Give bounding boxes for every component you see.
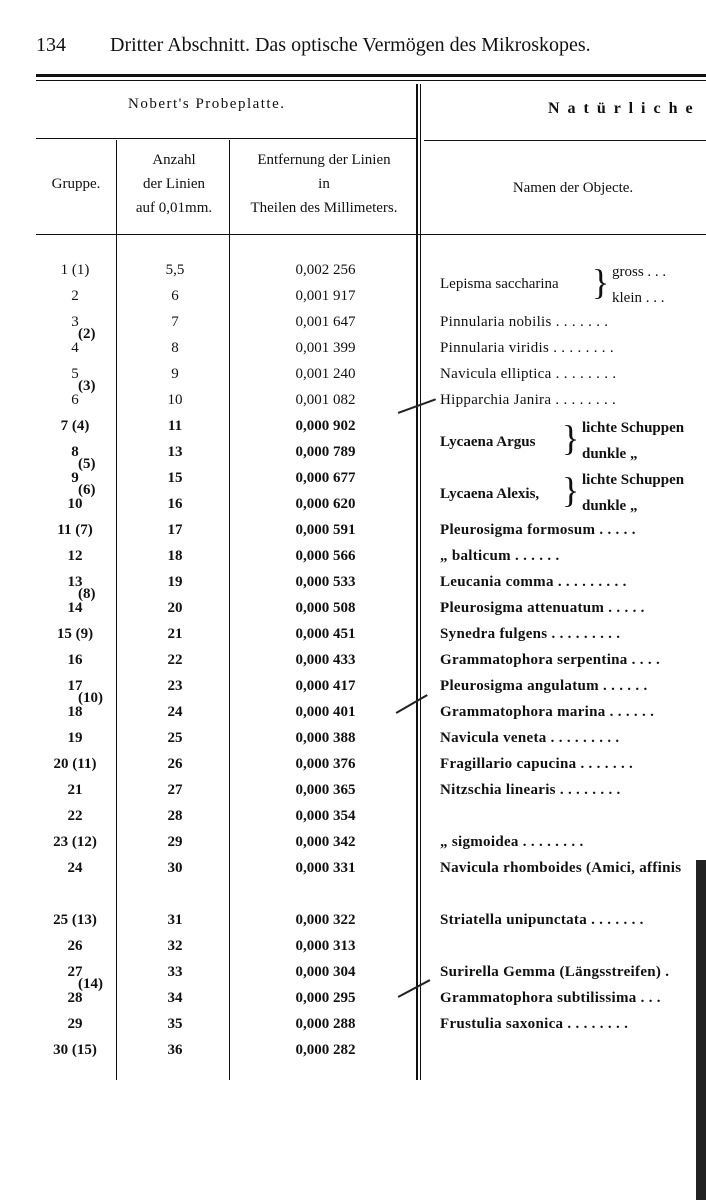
distance-header-line-2: in: [318, 176, 330, 192]
object-cell: Grammatophora marina . . . . . .: [440, 704, 655, 720]
group-cell: 12: [67, 548, 83, 564]
distance-cell: 0,000 282: [295, 1042, 356, 1058]
table-row: [0, 1016, 706, 1042]
left-section-title: Nobert's Probeplatte.: [128, 96, 286, 112]
group-merge-5: (5): [78, 456, 96, 472]
header-bottom-rule: [36, 234, 706, 235]
group-cell: 21: [67, 782, 83, 798]
group-cell: 22: [67, 808, 83, 824]
distance-cell: 0,000 365: [295, 782, 356, 798]
brace-lepisma: }: [592, 262, 610, 302]
group-cell: 18: [67, 704, 83, 720]
group-cell: 14: [67, 600, 83, 616]
group-merge-8: (8): [78, 586, 96, 602]
distance-cell: 0,002 256: [295, 262, 356, 278]
table-row: [0, 366, 706, 392]
object-cell: Navicula rhomboides (Amici, affinis: [440, 860, 682, 876]
table-row: [0, 912, 706, 938]
group-cell: 11 (7): [57, 522, 93, 538]
distance-cell: 0,000 620: [295, 496, 356, 512]
distance-cell: 0,000 388: [295, 730, 356, 746]
count-cell: 17: [167, 522, 183, 538]
distance-cell: 0,000 288: [295, 1016, 356, 1032]
table-row: [0, 808, 706, 834]
right-section-title: N a t ü r l i c h e: [548, 100, 695, 117]
group-cell: 19: [67, 730, 83, 746]
table-row: [0, 652, 706, 678]
count-cell: 34: [167, 990, 183, 1006]
count-header: [118, 148, 230, 220]
object-argus-dark: dunkle „: [582, 446, 638, 462]
object-lycaena-alexis: Lycaena Alexis,: [440, 486, 540, 502]
distance-cell: 0,001 917: [295, 288, 356, 304]
group-merge-2: (2): [78, 326, 96, 342]
count-cell: 9: [171, 366, 179, 382]
object-cell: Striatella unipunctata . . . . . . .: [440, 912, 644, 928]
right-title-rule: [424, 140, 706, 141]
object-cell: „ balticum . . . . . .: [440, 548, 560, 564]
count-cell: 21: [167, 626, 183, 642]
distance-cell: 0,000 342: [295, 834, 356, 850]
group-cell: 16: [67, 652, 83, 668]
count-cell: 20: [167, 600, 183, 616]
group-cell: 7 (4): [60, 418, 90, 434]
object-lepisma-klein: klein . . .: [612, 290, 665, 306]
object-cell: Pleurosigma attenuatum . . . . .: [440, 600, 645, 616]
table-row: [0, 574, 706, 600]
count-cell: 35: [167, 1016, 183, 1032]
distance-cell: 0,000 354: [295, 808, 356, 824]
distance-cell: 0,000 677: [295, 470, 356, 486]
brace-argus: }: [562, 418, 580, 458]
object-cell: Navicula veneta . . . . . . . . .: [440, 730, 620, 746]
distance-cell: 0,000 313: [295, 938, 356, 954]
distance-cell: 0,000 902: [295, 418, 356, 434]
group-cell: 6: [71, 392, 79, 408]
table-row: [0, 548, 706, 574]
object-cell: Synedra fulgens . . . . . . . . .: [440, 626, 621, 642]
object-cell: Hipparchia Janira . . . . . . . .: [440, 392, 617, 408]
distance-cell: 0,000 508: [295, 600, 356, 616]
object-cell: Pinnularia viridis . . . . . . . .: [440, 340, 614, 356]
table-row: [0, 860, 706, 886]
distance-cell: 0,000 304: [295, 964, 356, 980]
count-cell: 36: [167, 1042, 183, 1058]
group-cell: 5: [71, 366, 79, 382]
table-row: [0, 704, 706, 730]
top-rule-thick: [36, 74, 706, 77]
table-row: [0, 782, 706, 808]
count-cell: 29: [167, 834, 183, 850]
group-merge-10: (10): [78, 690, 103, 706]
group-cell: 26: [67, 938, 83, 954]
running-title: Dritter Abschnitt. Das optische Vermögen des Mikroskopes.: [110, 34, 591, 56]
brace-alexis: }: [562, 470, 580, 510]
group-cell: 23 (12): [53, 834, 97, 850]
count-cell: 30: [167, 860, 183, 876]
distance-cell: 0,001 240: [295, 366, 356, 382]
table-row: [0, 834, 706, 860]
object-alexis-light: lichte Schuppen: [582, 472, 685, 488]
count-cell: 28: [167, 808, 183, 824]
table-row: [0, 730, 706, 756]
object-cell: Grammatophora subtilissima . . .: [440, 990, 661, 1006]
count-header-line-3: auf 0,01mm.: [135, 200, 213, 216]
group-cell: 2: [71, 288, 79, 304]
distance-cell: 0,001 399: [295, 340, 356, 356]
group-cell: 17: [67, 678, 83, 694]
group-cell: 30 (15): [53, 1042, 97, 1058]
count-cell: 18: [167, 548, 183, 564]
table-row: [0, 600, 706, 626]
group-cell: 10: [67, 496, 83, 512]
distance-cell: 0,000 417: [295, 678, 356, 694]
object-cell: „ sigmoidea . . . . . . . .: [440, 834, 584, 850]
count-cell: 22: [167, 652, 183, 668]
object-cell: Fragillario capucina . . . . . . .: [440, 756, 634, 772]
object-cell: Grammatophora serpentina . . . .: [440, 652, 661, 668]
count-cell: 8: [171, 340, 179, 356]
object-cell: Navicula elliptica . . . . . . . .: [440, 366, 617, 382]
table-row: [0, 340, 706, 366]
count-header-line-2: der Linien: [142, 176, 206, 192]
group-cell: 25 (13): [53, 912, 97, 928]
group-cell: 13: [67, 574, 83, 590]
count-cell: 23: [167, 678, 183, 694]
group-cell: 20 (11): [53, 756, 97, 772]
object-alexis-dark: dunkle „: [582, 498, 638, 514]
distance-cell: 0,000 433: [295, 652, 356, 668]
distance-cell: 0,001 082: [295, 392, 356, 408]
distance-cell: 0,000 566: [295, 548, 356, 564]
distance-cell: 0,000 331: [295, 860, 356, 876]
group-cell: 9: [71, 470, 79, 486]
count-cell: 19: [167, 574, 183, 590]
table-row: [0, 626, 706, 652]
object-cell: Pleurosigma formosum . . . . .: [440, 522, 636, 538]
count-cell: 26: [167, 756, 183, 772]
table-row: [0, 964, 706, 990]
table-row: [0, 990, 706, 1016]
group-cell: 15 (9): [56, 626, 94, 642]
distance-cell: 0,000 451: [295, 626, 356, 642]
table-row: [0, 1042, 706, 1068]
count-header-line-1: Anzahl: [152, 152, 196, 168]
count-cell: 13: [167, 444, 183, 460]
table-row: [0, 522, 706, 548]
object-argus-light: lichte Schuppen: [582, 420, 685, 436]
group-cell: 29: [67, 1016, 83, 1032]
group-cell: 27: [67, 964, 83, 980]
table-row: [0, 678, 706, 704]
table-row: [0, 392, 706, 418]
count-cell: 7: [171, 314, 179, 330]
object-cell: Frustulia saxonica . . . . . . . .: [440, 1016, 629, 1032]
distance-header-line-3: Theilen des Millimeters.: [250, 200, 398, 216]
count-cell: 32: [167, 938, 183, 954]
distance-cell: 0,000 401: [295, 704, 356, 720]
count-cell: 15: [167, 470, 183, 486]
object-cell: Leucania comma . . . . . . . . .: [440, 574, 627, 590]
distance-cell: 0,000 295: [295, 990, 356, 1006]
object-lepisma-gross: gross . . .: [612, 264, 667, 280]
objects-header: Namen der Objecte.: [512, 180, 634, 196]
group-cell: 8: [71, 444, 79, 460]
object-cell: Nitzschia linearis . . . . . . . .: [440, 782, 621, 798]
count-cell: 24: [167, 704, 183, 720]
top-rule-thin: [36, 80, 706, 81]
distance-cell: 0,000 376: [295, 756, 356, 772]
count-cell: 6: [171, 288, 179, 304]
distance-cell: 0,000 322: [295, 912, 356, 928]
table-row: [0, 314, 706, 340]
distance-header: [230, 148, 418, 220]
table-row: [0, 756, 706, 782]
distance-cell: 0,000 789: [295, 444, 356, 460]
group-cell: 28: [67, 990, 83, 1006]
group-cell: 3: [71, 314, 79, 330]
table-row: [0, 938, 706, 964]
group-cell: 4: [71, 340, 79, 356]
distance-cell: 0,001 647: [295, 314, 356, 330]
distance-header-line-1: Entfernung der Linien: [257, 152, 391, 168]
group-merge-6: (6): [78, 482, 96, 498]
page-number: 134: [36, 34, 66, 56]
count-cell: 5,5: [165, 262, 185, 278]
count-cell: 31: [167, 912, 183, 928]
count-cell: 16: [167, 496, 183, 512]
distance-cell: 0,000 533: [295, 574, 356, 590]
object-lycaena-argus: Lycaena Argus: [440, 434, 536, 450]
object-cell: Pinnularia nobilis . . . . . . .: [440, 314, 609, 330]
group-merge-3: (3): [78, 378, 96, 394]
group-cell: 1 (1): [60, 262, 90, 278]
count-cell: 33: [167, 964, 183, 980]
group-header: Gruppe.: [51, 176, 101, 192]
left-title-rule: [36, 138, 416, 139]
count-cell: 27: [167, 782, 183, 798]
object-lepisma: Lepisma saccharina: [440, 276, 559, 292]
count-cell: 10: [167, 392, 183, 408]
page-edge-shadow: [696, 860, 706, 1200]
count-cell: 25: [167, 730, 183, 746]
group-merge-14: (14): [78, 976, 103, 992]
count-cell: 11: [167, 418, 183, 434]
distance-cell: 0,000 591: [295, 522, 356, 538]
object-cell: Pleurosigma angulatum . . . . . .: [440, 678, 648, 694]
group-cell: 24: [67, 860, 83, 876]
object-cell: Surirella Gemma (Längsstreifen) .: [440, 964, 670, 980]
